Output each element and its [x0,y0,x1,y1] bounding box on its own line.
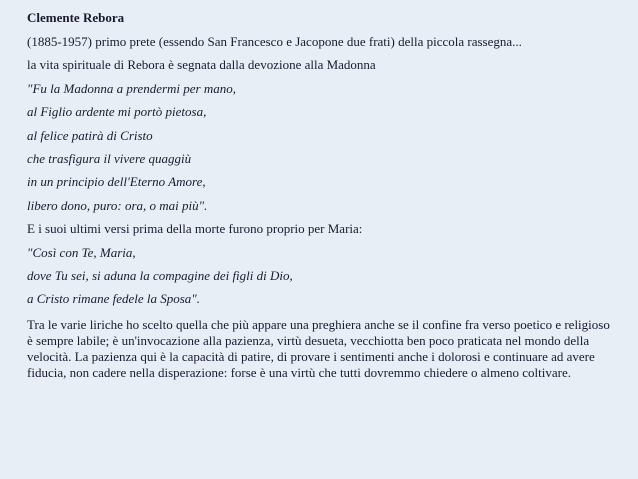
poem-line-9: a Cristo rimane fedele la Sposa". [27,291,201,307]
poem-line-5: in un principio dell'Eterno Amore, [27,174,206,190]
text-line-1: (1885-1957) primo prete (essendo San Francesco e Jacopone due frati) della piccola rassegna... [27,34,522,49]
document-title: Clemente Rebora [27,10,125,25]
text-line-3: E i suoi ultimi versi prima della morte furono proprio per Maria: [27,221,363,237]
poem-line-3: al felice patirà di Cristo [27,127,153,143]
poem-line-7: "Così con Te, Maria, [27,244,136,260]
poem-line-4: che trasfigura il vivere quaggiù [27,150,192,166]
commentary-paragraph: Tra le varie liriche ho scelto quella che più appare una preghiera anche se il confine fra verso poetico e religioso è sempre labile; è un'invocazione alla pazienza, virtù desueta, vecchiotta ben poco praticata nel mondo della velocità. La pazienza qui è la capacità di patire, di provare i sentimenti anche i dolorosi e continuare ad avere fiducia, non cadere nella disperazione: forse è una virtù che tutti dovremmo chiedere o almeno coltivare. [27,317,610,381]
poem-line-1: "Fu la Madonna a prendermi per mano, [27,80,236,96]
poem-line-8: dove Tu sei, si aduna la compagine dei figli di Dio, [27,267,293,283]
poem-line-6: libero dono, puro: ora, o mai più". [27,197,208,213]
text-line-2: la vita spirituale di Rebora è segnata dalla devozione alla Madonna [27,57,376,73]
poem-line-2: al Figlio ardente mi portò pietosa, [27,104,207,120]
